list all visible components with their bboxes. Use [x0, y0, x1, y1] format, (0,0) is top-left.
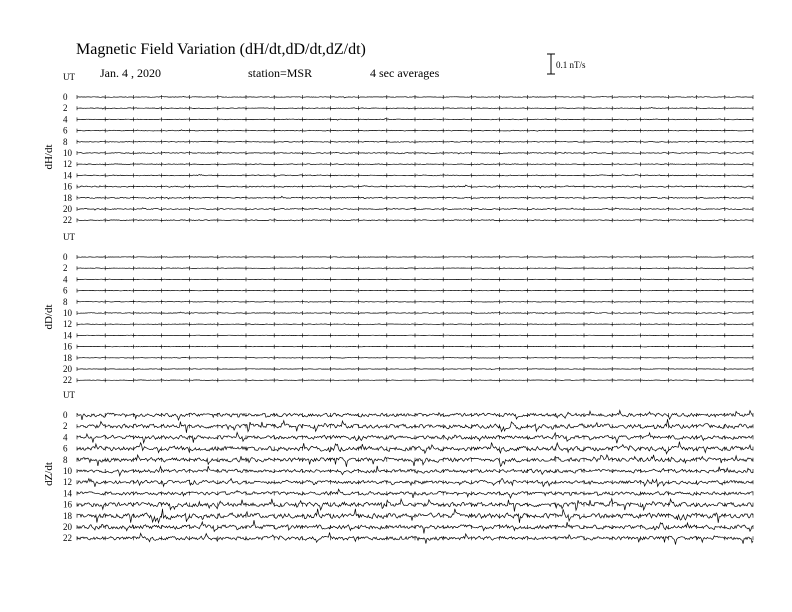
row-label: 4: [63, 114, 68, 125]
panels-group: [43, 72, 753, 545]
row-label: 16: [63, 181, 72, 192]
row-label: 18: [63, 192, 72, 203]
row-label: 14: [63, 330, 72, 341]
row-label: 2: [63, 263, 68, 274]
row-label: 4: [63, 274, 68, 285]
chart-title: Magnetic Field Variation (dH/dt,dD/dt,dZ/dt): [76, 41, 366, 58]
row-label: 16: [63, 499, 72, 510]
panel-label: dD/dt: [43, 304, 55, 330]
averages-label: 4 sec averages: [370, 66, 440, 80]
row-label: 20: [63, 522, 72, 532]
ut-label: UT: [63, 72, 75, 82]
scale-bar: [547, 54, 555, 74]
row-label: 2: [63, 103, 68, 114]
row-label: 8: [63, 296, 68, 307]
row-label: 10: [63, 148, 72, 158]
row-label: 12: [63, 159, 72, 170]
ut-label: UT: [63, 232, 75, 242]
station-label: station=MSR: [248, 66, 313, 80]
row-label: 4: [63, 432, 68, 443]
row-label: 20: [63, 364, 72, 374]
panel-label: dZ/dt: [43, 462, 55, 486]
scale-bar-label: 0.1 nT/s: [556, 60, 586, 70]
row-label: 20: [63, 204, 72, 214]
row-label: 18: [63, 352, 72, 363]
row-label: 6: [63, 443, 68, 454]
row-label: 18: [63, 510, 72, 521]
row-label: 22: [63, 533, 72, 544]
ut-label: UT: [63, 390, 75, 400]
date-label: Jan. 4 , 2020: [100, 66, 161, 80]
row-label: 0: [63, 410, 68, 420]
row-label: 14: [63, 488, 72, 499]
row-label: 10: [63, 466, 72, 476]
row-label: 6: [63, 125, 68, 136]
row-label: 22: [63, 215, 72, 226]
row-label: 22: [63, 375, 72, 386]
row-label: 12: [63, 319, 72, 330]
row-label: 14: [63, 170, 72, 181]
row-label: 8: [63, 454, 68, 465]
panel-label: dH/dt: [43, 144, 55, 170]
row-label: 12: [63, 477, 72, 488]
row-label: 2: [63, 421, 68, 432]
row-label: 16: [63, 341, 72, 352]
row-label: 10: [63, 308, 72, 318]
row-label: 6: [63, 285, 68, 296]
row-label: 0: [63, 252, 68, 262]
row-label: 0: [63, 92, 68, 102]
row-label: 8: [63, 136, 68, 147]
